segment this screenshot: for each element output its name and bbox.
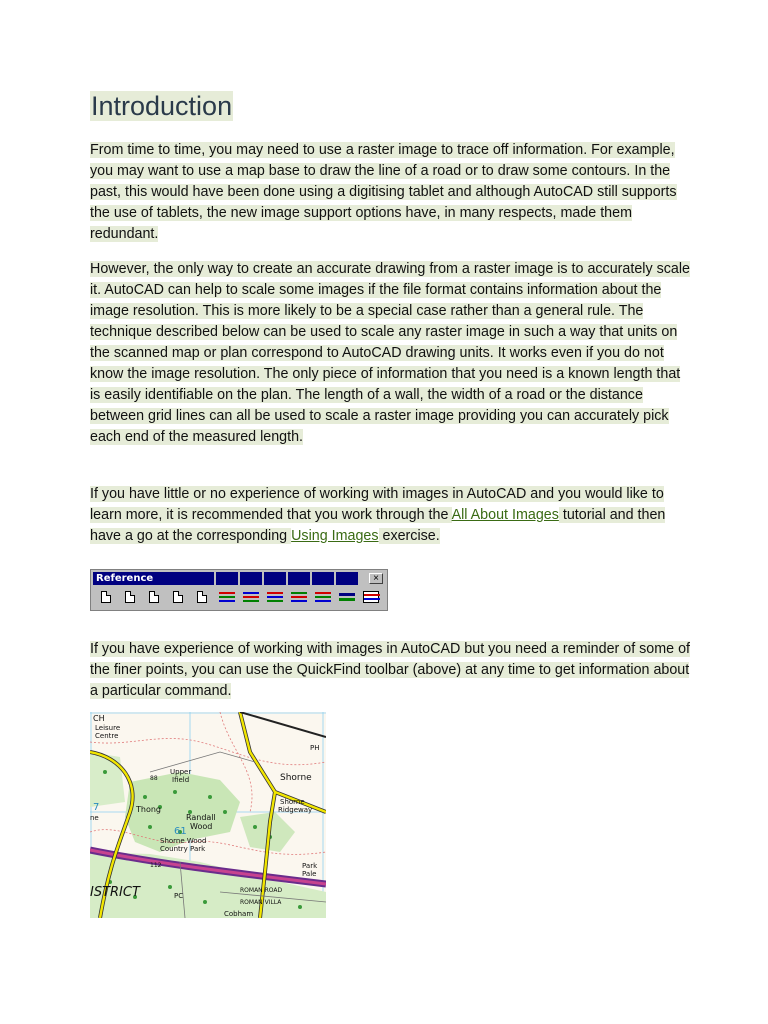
- toolbar-title-segment: [336, 572, 358, 585]
- map-label: PC: [174, 892, 184, 900]
- map-label: Randall: [186, 813, 216, 822]
- map-label: Wood: [190, 822, 213, 831]
- map-label: Shorne Wood: [160, 837, 207, 845]
- map-label: Ridgeway: [278, 806, 313, 814]
- map-label: ROMAN VILLA: [240, 899, 282, 906]
- map-label: Park: [302, 862, 318, 870]
- toolbar-button-doc-5[interactable]: [193, 588, 211, 606]
- map-label: 88: [150, 775, 158, 782]
- map-label: Pale: [302, 870, 317, 878]
- reference-toolbar: [90, 569, 388, 611]
- image-icon: [339, 591, 355, 603]
- map-illustration: [90, 712, 326, 918]
- toolbar-button-image-transparency[interactable]: [314, 588, 332, 606]
- toolbar-button-doc-4[interactable]: [169, 588, 187, 606]
- map-label: 61: [174, 826, 187, 837]
- map-label: Thong: [136, 805, 161, 814]
- toolbar-button-doc-2[interactable]: [121, 588, 139, 606]
- page-title: Introduction: [91, 91, 233, 121]
- image-icon: [267, 591, 283, 603]
- paragraph-scaling: However, the only way to create an accurate drawing from a raster image is to accurately scale it. AutoCAD can help to scale some images if the file format contains information about the image resolution. This is more likely to be a special case rather than a general rule. The technique described below can be used to scale any raster image in such a way that units on the scanned map or plan correspond to AutoCAD drawing units. It works even if you do not know the image resolution. The only piece of information that you need is a known length that is easily identifiable on the plan. The length of a wall, the width of a road or the distance between grid lines can all be used to scale a raster image providing you can accurately pick each end of the measured length.: [90, 261, 690, 445]
- map-label: 112: [150, 862, 162, 869]
- toolbar-button-image-manager[interactable]: [362, 588, 380, 606]
- map-label: ne: [90, 814, 99, 822]
- image-icon: [219, 591, 235, 603]
- map-label: Cobham: [224, 910, 254, 918]
- document-icon: [101, 591, 111, 603]
- image-icon: [243, 591, 259, 603]
- toolbar-title-segment: [312, 572, 334, 585]
- image-icon: [291, 591, 307, 603]
- map-label: Upper: [170, 768, 192, 776]
- all-about-images-link[interactable]: All About Images: [451, 507, 559, 523]
- toolbar-button-image-frame[interactable]: [338, 588, 356, 606]
- map-label: 7: [93, 802, 100, 813]
- toolbar-button-image-adjust[interactable]: [266, 588, 284, 606]
- toolbar-close-button[interactable]: ×: [369, 573, 383, 584]
- toolbar-button-image-clip[interactable]: [242, 588, 260, 606]
- document-icon: [173, 591, 183, 603]
- map-label: PH: [310, 744, 320, 752]
- paragraph-learn-more: If you have little or no experience of working with images in AutoCAD and you would like to learn more, it is recommended that you work through the All About Images tutorial and then have a go at the corresponding Using Images exercise.: [90, 486, 666, 544]
- toolbar-button-image-attach[interactable]: [218, 588, 236, 606]
- toolbar-title-segment: [264, 572, 286, 585]
- toolbar-button-image-quality[interactable]: [290, 588, 308, 606]
- document-icon: [149, 591, 159, 603]
- paragraph-intro: From time to time, you may need to use a raster image to trace off information. For example, you may want to use a map base to draw the line of a road or to draw some contours. In the past, this would have been done using a digitising tablet and although AutoCAD still supports the use of tablets, the new image support options have, in many respects, made them redundant.: [90, 142, 677, 242]
- map-label: Country Park: [160, 845, 206, 853]
- map-label: Shorne: [280, 773, 312, 783]
- map-label: Shorne: [280, 798, 305, 806]
- image-icon: [363, 591, 379, 603]
- toolbar-title-segment: [288, 572, 310, 585]
- paragraph-quickfind: If you have experience of working with images in AutoCAD but you need a reminder of some of the finer points, you can use the QuickFind toolbar (above) at any time to get information about a particular command.: [90, 641, 691, 699]
- toolbar-title-segment: [216, 572, 238, 585]
- using-images-link[interactable]: Using Images: [291, 528, 379, 544]
- map-label: CH: [93, 714, 105, 723]
- document-icon: [197, 591, 207, 603]
- image-icon: [315, 591, 331, 603]
- map-label: Ifield: [172, 776, 190, 784]
- map-label: Leisure: [95, 724, 121, 732]
- toolbar-button-doc-3[interactable]: [145, 588, 163, 606]
- map-label: Centre: [95, 732, 119, 740]
- map-label: ROMAN ROAD: [240, 887, 283, 894]
- toolbar-button-doc-1[interactable]: [97, 588, 115, 606]
- map-raster-image: [90, 712, 326, 918]
- document-icon: [125, 591, 135, 603]
- map-label: ISTRICT: [90, 885, 140, 900]
- toolbar-title: Reference: [93, 572, 214, 585]
- toolbar-title-segment: [240, 572, 262, 585]
